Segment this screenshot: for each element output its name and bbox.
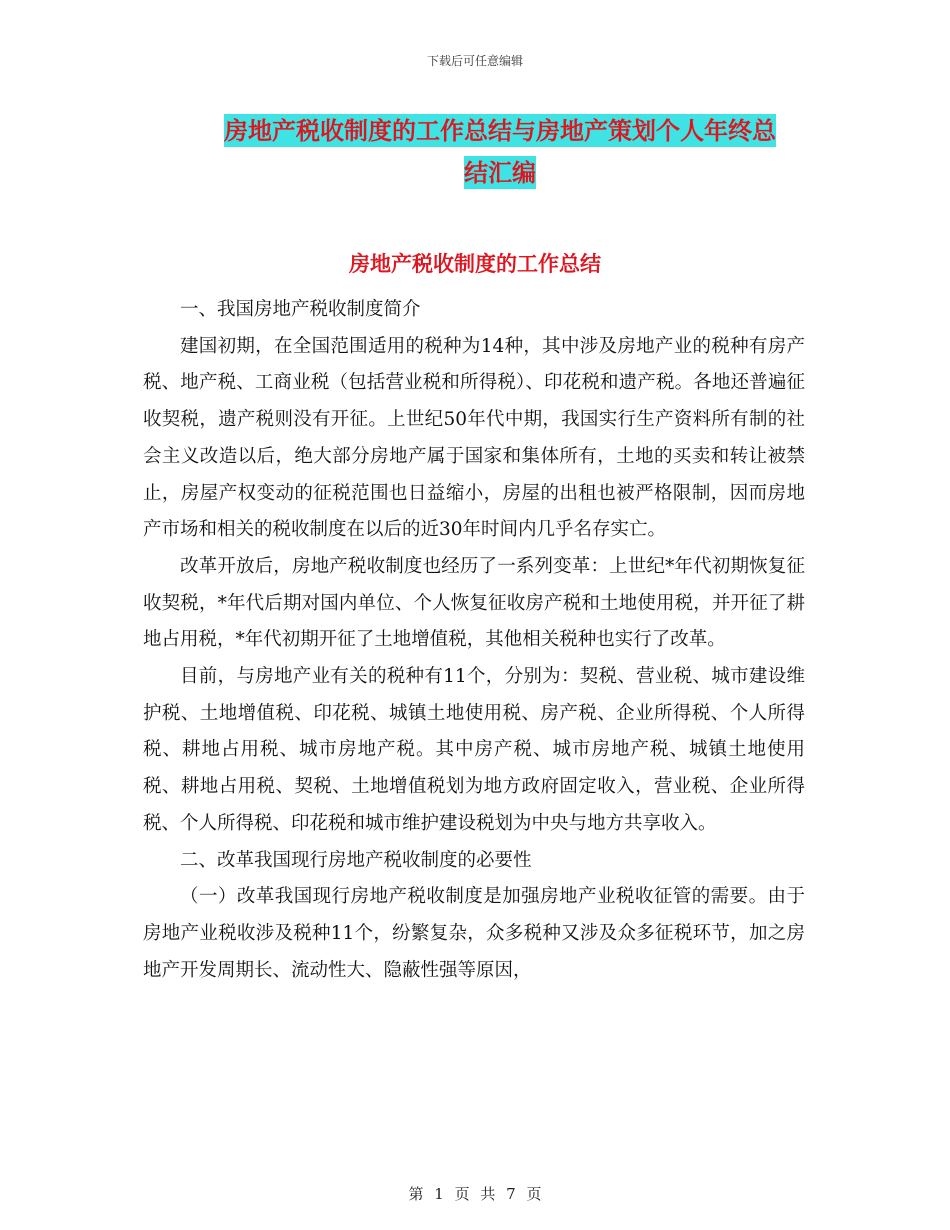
- paragraph-history: 建国初期，在全国范围适用的税种为14种，其中涉及房地产业的税种有房产税、地产税、工商业税（包括营业税和所得税）、印花税和遗产税。各地还普遍征收契税，遗产税则没有开征。上世纪50年代中期，我国实行生产资料所有制的社会主义改造以后，绝大部分房地产属于国家和集体所有，土地的买卖和转让被禁止，房屋产权变动的征税范围也日益缩小，房屋的出租也被严格限制，因而房地产市场和相关的税收制度在以后的近30年时间内几乎名存实亡。: [143, 335, 805, 541]
- paragraph-necessity-1: （一）改革我国现行房地产税收制度是加强房地产业税收征管的需要。由于房地产业税收涉及税种11个，纷繁复杂，众多税种又涉及众多征税环节，加之房地产开发周期长、流动性大、隐蔽性强等原因，: [143, 886, 805, 981]
- page-header-note: 下载后可任意编辑: [426, 54, 523, 68]
- document-title-line-1: 房地产税收制度的工作总结与房地产策划个人年终总: [224, 116, 776, 145]
- document-title-line-2: 结汇编: [464, 158, 536, 187]
- heading-intro: 一、我国房地产税收制度简介: [180, 299, 421, 320]
- paragraph-reform: 改革开放后，房地产税收制度也经历了一系列变革：上世纪*年代初期恢复征收契税，*年代后期对国内单位、个人恢复征收房产税和土地使用税，并开征了耕地占用税，*年代初期开征了土地增值税，其他相关税种也实行了改革。: [143, 555, 805, 651]
- page-number: 第 1 页 共 7 页: [408, 1185, 542, 1203]
- document-body: [143, 292, 805, 989]
- section-title: 房地产税收制度的工作总结: [349, 251, 601, 276]
- document-title: [190, 110, 810, 194]
- heading-necessity: 二、改革我国现行房地产税收制度的必要性: [180, 849, 532, 871]
- paragraph-current-taxes: 目前，与房地产业有关的税种有11个，分别为：契税、营业税、城市建设维护税、土地增值税、印花税、城镇土地使用税、房产税、企业所得税、个人所得税、耕地占用税、城市房地产税。其中房产税、城市房地产税、城镇土地使用税、耕地占用税、契税、土地增值税划为地方政府固定收入，营业税、企业所得税、个人所得税、印花税和城市维护建设税划为中央与地方共享收入。: [143, 666, 805, 834]
